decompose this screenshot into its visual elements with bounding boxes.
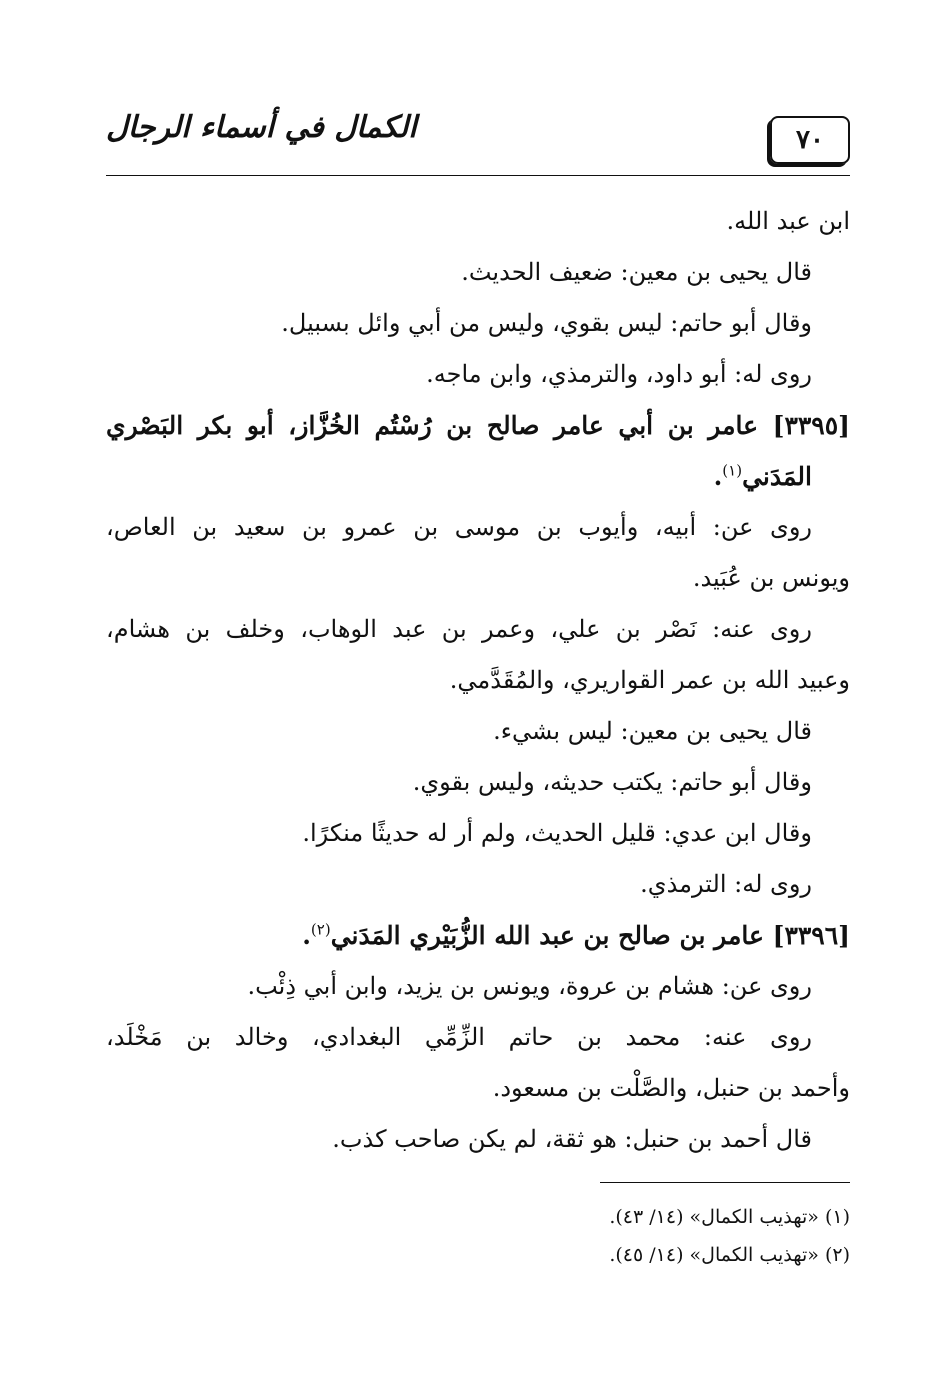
- footnotes: [350, 1198, 850, 1274]
- text-line: وأحمد بن حنبل، والصَّلْت بن مسعود.: [492, 1074, 850, 1102]
- text-line: روى له: أبو داود، والترمذي، وابن ماجه.: [426, 360, 812, 388]
- period: .: [713, 462, 723, 491]
- text-line: روى له: الترمذي.: [640, 870, 812, 898]
- running-title: الكمال في أسماء الرجال: [106, 110, 417, 145]
- header-rule: [106, 175, 850, 176]
- text-line: وعبيد الله بن عمر القواريري، والمُقَدَّمي.: [449, 666, 850, 694]
- page-number: ٧٠: [770, 116, 850, 164]
- text-line: وقال أبو حاتم: يكتب حديثه، وليس بقوي.: [412, 768, 812, 796]
- text-line: قال يحيى بن معين: ليس بشيء.: [493, 717, 812, 745]
- footnote-rule: [600, 1182, 850, 1183]
- entry-heading-text: المَدَني: [742, 462, 812, 491]
- text-line: روى عنه: نَصْر بن علي، وعمر بن عبد الوهاب، وخلف بن هشام،: [106, 615, 812, 643]
- text-line: روى عن: هشام بن عروة، ويونس بن يزيد، وابن أبي ذِئْب.: [247, 972, 812, 1000]
- text-line: ابن عبد الله.: [726, 207, 850, 235]
- period: .: [302, 921, 311, 950]
- entry-heading-3395: [٣٣٩٥] عامر بن أبي عامر صالح بن رُسْتُم الخُزَّاز، أبو بكر البَصْري: [106, 411, 850, 440]
- page-header: [106, 110, 850, 176]
- entry-heading-text: [٣٣٩٦] عامر بن صالح بن عبد الله الزُّبَيْري المَدَني: [330, 921, 850, 950]
- footnote-marker: (١): [722, 461, 743, 480]
- footnote-2: (٢) «تهذيب الكمال» (١٤/ ٤٥).: [609, 1244, 850, 1266]
- main-text: [106, 196, 850, 1165]
- text-line: روى عن: أبيه، وأيوب بن موسى بن عمرو بن سعيد بن العاص،: [106, 513, 812, 541]
- text-line: قال أحمد بن حنبل: هو ثقة، لم يكن صاحب كذب.: [332, 1125, 812, 1153]
- text-line: روى عنه: محمد بن حاتم الزِّمِّي البغدادي، وخالد بن مَخْلَد،: [106, 1023, 812, 1051]
- footnote-marker: (٢): [310, 920, 331, 939]
- entry-heading-3395-cont: [106, 451, 850, 502]
- footnote-1: (١) «تهذيب الكمال» (١٤/ ٤٣).: [609, 1206, 850, 1228]
- entry-heading-3396: [106, 910, 850, 961]
- text-line: قال يحيى بن معين: ضعيف الحديث.: [461, 258, 812, 286]
- text-line: وقال أبو حاتم: ليس بقوي، وليس من أبي وائل بسبيل.: [281, 309, 812, 337]
- text-line: ويونس بن عُبَيد.: [692, 564, 850, 592]
- text-line: وقال ابن عدي: قليل الحديث، ولم أر له حديثًا منكرًا.: [302, 819, 812, 847]
